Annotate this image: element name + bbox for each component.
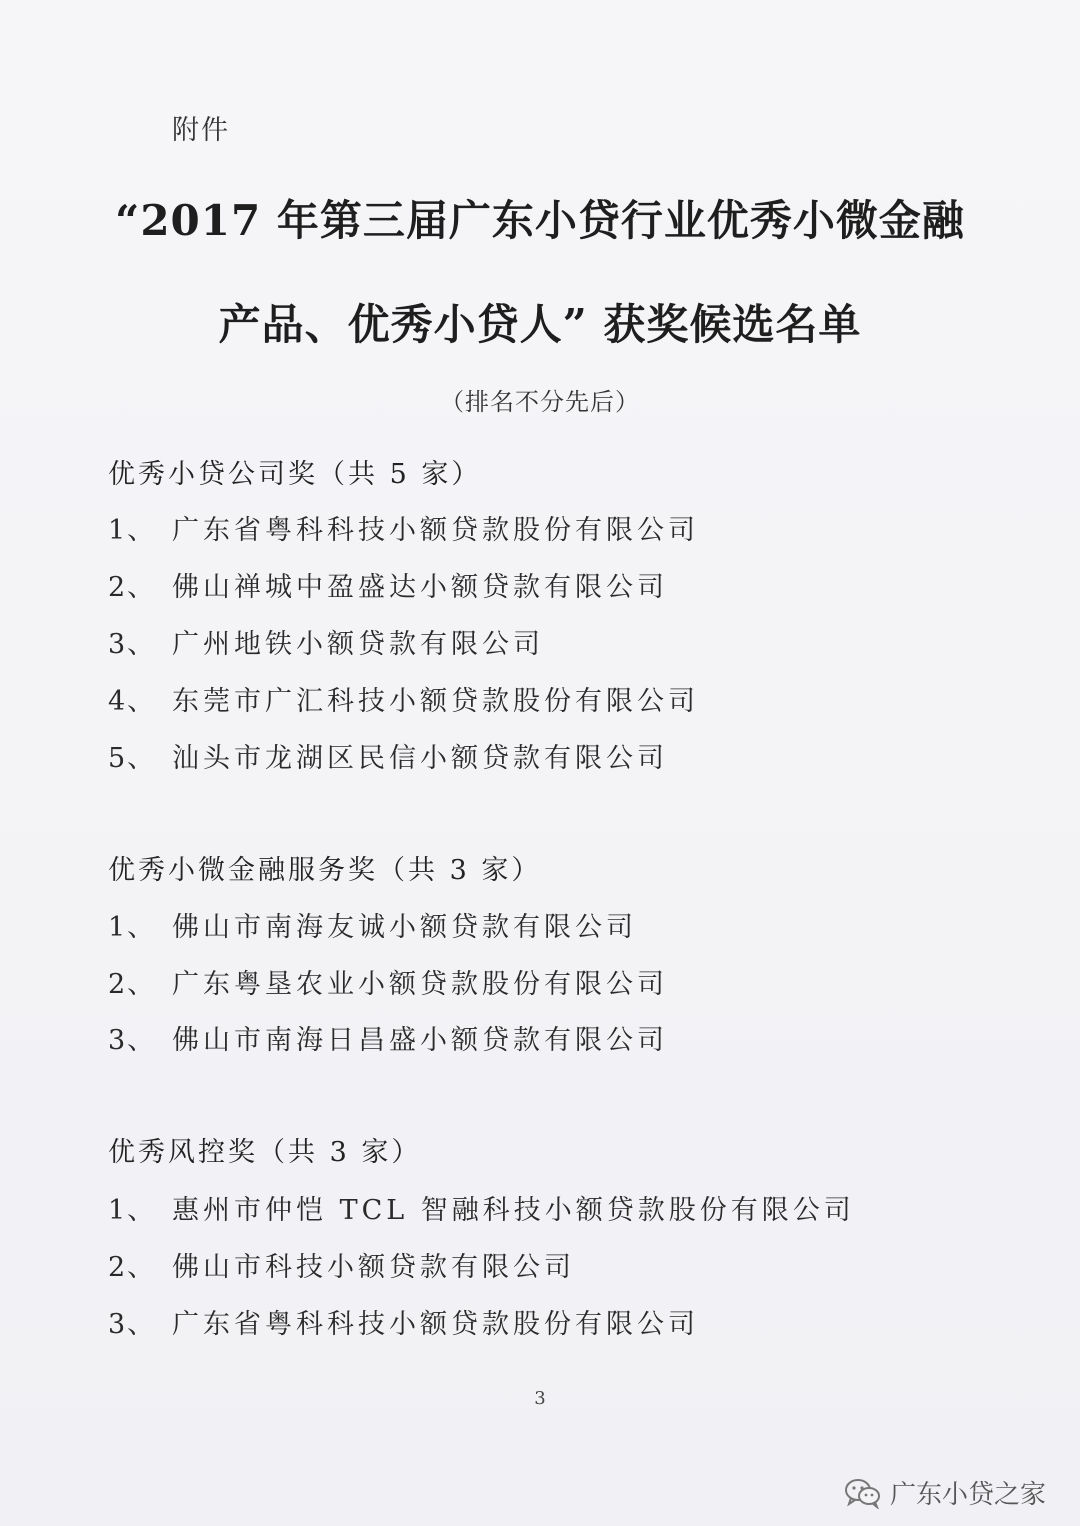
document-title-line-2: 产品、优秀小贷人” 获奖候选名单 (218, 300, 862, 349)
list-item-number: 3、 (108, 1309, 157, 1340)
list-item (108, 1245, 575, 1284)
list-item (108, 736, 668, 775)
list-item (108, 905, 637, 944)
list-item-number: 3、 (108, 629, 157, 660)
list-item-name: 惠州市仲恺 TCL 智融科技小额贷款股份有限公司 (172, 1195, 855, 1226)
list-item-name: 佛山市南海友诚小额贷款有限公司 (172, 912, 637, 943)
list-item-number: 2、 (108, 572, 157, 603)
document-title-line-1: “2017 年第三届广东小贷行业优秀小微金融 (115, 196, 965, 245)
list-item-name: 广东省粤科科技小额贷款股份有限公司 (172, 1309, 699, 1340)
list-item-name: 广东省粤科科技小额贷款股份有限公司 (172, 515, 699, 546)
list-item (108, 1188, 855, 1227)
list-item-name: 佛山市科技小额贷款有限公司 (172, 1252, 575, 1283)
wechat-icon (844, 1477, 882, 1509)
list-item-name: 佛山市南海日昌盛小额贷款有限公司 (172, 1025, 668, 1056)
list-item (108, 962, 668, 1001)
section-heading-risk-control-award: 优秀风控奖（共 3 家） (108, 1137, 422, 1168)
list-item (108, 508, 699, 547)
list-item-name: 广州地铁小额贷款有限公司 (172, 629, 544, 660)
watermark-text: 广东小贷之家 (889, 1480, 1046, 1510)
list-item-number: 4、 (108, 686, 157, 717)
list-item-name: 佛山禅城中盈盛达小额贷款有限公司 (172, 572, 668, 603)
wechat-watermark (844, 1474, 1046, 1511)
list-item (108, 679, 699, 718)
list-item-number: 5、 (108, 743, 157, 774)
list-item-name: 东莞市广汇科技小额贷款股份有限公司 (172, 686, 699, 717)
list-item-number: 1、 (108, 1195, 157, 1226)
list-item-number: 1、 (108, 515, 157, 546)
list-item-number: 2、 (108, 969, 157, 1000)
list-item-name: 汕头市龙湖区民信小额贷款有限公司 (172, 743, 668, 774)
list-item-number: 3、 (108, 1025, 157, 1056)
list-item (108, 565, 668, 604)
list-item-number: 1、 (108, 912, 157, 943)
list-item-name: 广东粤垦农业小额贷款股份有限公司 (172, 969, 668, 1000)
list-item (108, 1018, 668, 1057)
document-subtitle: （排名不分先后） (440, 388, 640, 416)
list-item (108, 1302, 699, 1341)
page-number: 3 (534, 1388, 546, 1409)
section-heading-company-award: 优秀小贷公司奖（共 5 家） (108, 459, 482, 490)
attachment-label: 附件 (172, 115, 230, 146)
list-item-number: 2、 (108, 1252, 157, 1283)
section-heading-service-award: 优秀小微金融服务奖（共 3 家） (108, 855, 542, 886)
list-item (108, 622, 544, 661)
